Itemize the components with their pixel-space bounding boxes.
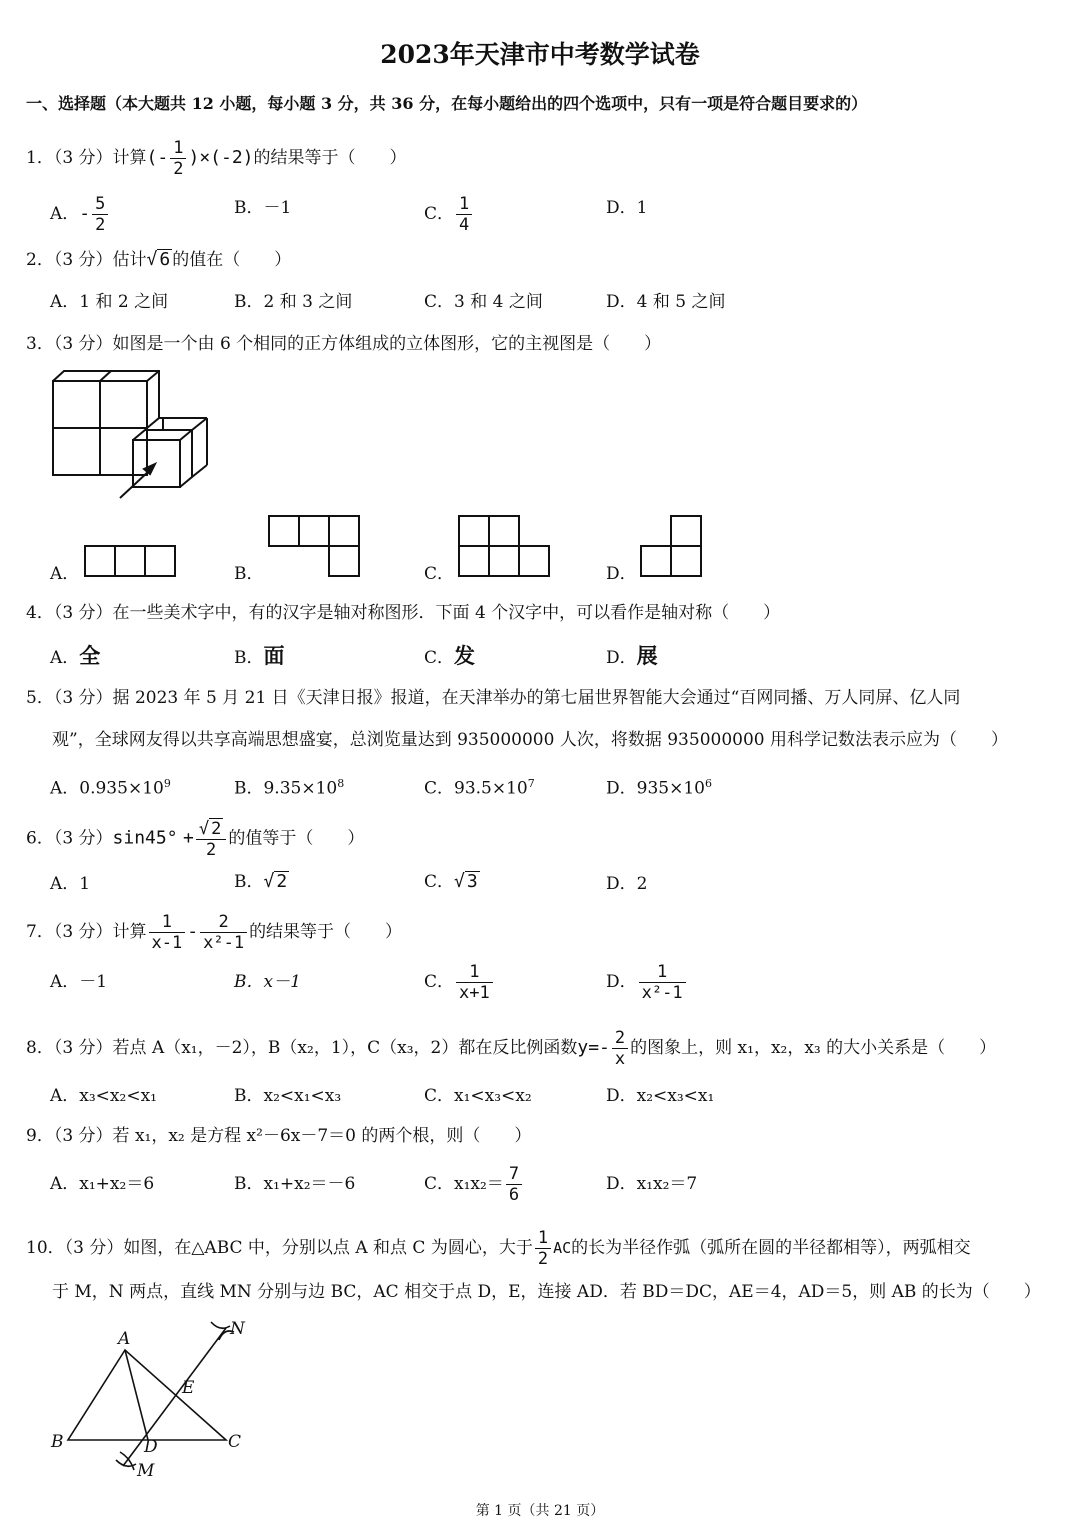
q1-num: 1 <box>170 138 186 159</box>
question-10-line-2: 于 M，N 两点，直线 MN 分别与边 BC，AC 相交于点 D，E，连接 AD．若 BD＝DC，AE＝4，AD＝5，则 AB 的长为（ ） <box>52 1282 1041 1302</box>
q6-plus: + <box>182 827 194 849</box>
q4-option-d[interactable] <box>606 644 658 670</box>
q3-d-view <box>640 515 702 577</box>
q1-stem: 1．（3 分）计算 <box>26 148 147 168</box>
q6-option-d[interactable]: D．2 <box>606 874 648 894</box>
q8-fraction <box>612 1028 628 1069</box>
q5-c-text: C．93.5×10 <box>424 778 528 799</box>
q7-c-frac <box>456 962 493 1003</box>
q6-b-radicand: 2 <box>276 871 288 892</box>
question-3: 3．（3 分）如图是一个由 6 个相同的正方体组成的立体图形，它的主视图是（ ） <box>26 334 662 354</box>
q4-a-label: A． <box>50 648 80 668</box>
question-8 <box>26 1028 996 1069</box>
q7-stem-end: 的结果等于（ ） <box>249 922 403 942</box>
sqrt-icon: √ <box>263 871 275 892</box>
q7-d-num: 1 <box>639 962 686 983</box>
q2-radicand: 6 <box>159 249 171 270</box>
q1-option-a[interactable] <box>50 194 110 235</box>
q9-c-label: C．x₁x₂＝ <box>424 1174 504 1194</box>
q6-c-label: C． <box>424 872 455 892</box>
q3-solid-figure <box>52 370 212 502</box>
q5-d-text: D．935×10 <box>606 778 705 799</box>
arc-mark-n <box>211 1322 230 1328</box>
q4-b-label: B． <box>234 648 264 668</box>
q1-fraction <box>170 138 186 179</box>
question-10-line-1 <box>26 1228 971 1269</box>
label-a: A <box>118 1329 131 1349</box>
q7-option-b[interactable]: B．x－1 <box>234 972 301 992</box>
q1-c-num: 1 <box>456 194 472 215</box>
q7-c-label: C． <box>424 972 455 992</box>
q1-option-d[interactable]: D．1 <box>606 198 648 218</box>
q3-c-view <box>458 515 550 577</box>
q7-f2-num: 2 <box>200 912 247 933</box>
q4-b-char: 面 <box>263 644 285 668</box>
q5-b-text: B．9.35×10 <box>234 778 338 799</box>
q5-d-exp: 6 <box>704 777 712 790</box>
q1-den: 2 <box>173 159 184 179</box>
q1-expr-open: (- <box>146 147 169 168</box>
question-7 <box>26 912 402 953</box>
q6-fraction <box>196 818 227 860</box>
question-5-line-2: 观”，全球网友得以共享高端思想盛宴，总浏览量达到 935000000 人次，将数据 935000000 用科学记数法表示应为（ ） <box>52 730 1008 750</box>
q10-ac: AC <box>553 1239 572 1257</box>
q4-d-char: 展 <box>636 644 658 668</box>
q1-stem-end: 的结果等于（ ） <box>253 148 407 168</box>
q1-a-label: A． <box>50 204 80 224</box>
q8-num: 2 <box>612 1028 628 1049</box>
label-n: N <box>230 1319 245 1339</box>
q5-a-exp: 9 <box>163 777 171 790</box>
q5-option-c[interactable] <box>424 772 535 801</box>
q7-minus: - <box>187 921 199 942</box>
q4-option-c[interactable] <box>424 644 475 670</box>
q6-den: 2 <box>205 840 217 860</box>
q4-option-b[interactable] <box>234 644 285 670</box>
q6-option-b[interactable] <box>234 870 289 894</box>
label-c: C <box>228 1432 242 1452</box>
triangle-abc <box>68 1350 226 1440</box>
q3-a-view <box>84 545 176 577</box>
q9-c-frac <box>506 1164 522 1205</box>
q8-option-b[interactable]: B．x₂<x₁<x₃ <box>234 1086 342 1106</box>
q10-half-num: 1 <box>535 1228 551 1249</box>
q6-sin-expr: sin45° <box>112 827 178 849</box>
label-b: B <box>51 1432 64 1452</box>
page-title: 2023年天津市中考数学试卷 <box>380 40 700 69</box>
q5-a-text: A．0.935×10 <box>50 778 164 799</box>
q10-half-den: 2 <box>537 1249 549 1269</box>
q8-option-c[interactable]: C．x₁<x₃<x₂ <box>424 1086 532 1106</box>
q7-f1-den: x-1 <box>151 933 183 953</box>
q8-option-d[interactable]: D．x₂<x₃<x₁ <box>606 1086 715 1106</box>
q7-fraction-1 <box>149 912 186 953</box>
q5-option-a[interactable] <box>50 772 171 801</box>
question-2 <box>26 248 291 272</box>
q5-c-exp: 7 <box>527 777 535 790</box>
q10-stem: 10．（3 分）如图，在△ABC 中，分别以点 A 和点 C 为圆心，大于 <box>26 1238 533 1258</box>
q7-f1-num: 1 <box>149 912 186 933</box>
q7-stem: 7．（3 分）计算 <box>26 922 147 942</box>
q8-option-a[interactable]: A．x₃<x₂<x₁ <box>50 1086 157 1106</box>
q5-option-b[interactable] <box>234 772 344 801</box>
q10-stem-end: 的长为半径作弧（弧所在圆的半径都相等），两弧相交 <box>571 1238 971 1258</box>
q3-option-b[interactable]: B． <box>234 564 264 584</box>
q4-d-label: D． <box>606 648 637 668</box>
q4-a-char: 全 <box>79 644 101 668</box>
q6-option-a[interactable]: A．1 <box>50 874 91 894</box>
q2-option-c[interactable]: C．3 和 4 之间 <box>424 292 543 312</box>
q4-option-a[interactable] <box>50 644 100 670</box>
q9-c-num: 7 <box>506 1164 522 1185</box>
q6-b-label: B． <box>234 872 264 892</box>
section-heading: 一、选择题（本大题共 12 小题，每小题 3 分，共 36 分，在每小题给出的四个选项中，只有一项是符合题目要求的） <box>26 94 868 113</box>
q1-expr-close: )×(-2) <box>188 147 254 168</box>
q2-stem-end: 的值在（ ） <box>172 250 292 270</box>
q7-fraction-2 <box>200 912 247 953</box>
q9-option-d[interactable]: D．x₁x₂＝7 <box>606 1174 698 1194</box>
q2-option-d[interactable]: D．4 和 5 之间 <box>606 292 726 312</box>
q9-option-b[interactable]: B．x₁+x₂＝－6 <box>234 1174 356 1194</box>
q7-c-num: 1 <box>456 962 493 983</box>
segment-ad <box>125 1350 148 1440</box>
q4-c-char: 发 <box>454 644 476 668</box>
q9-option-a[interactable]: A．x₁+x₂＝6 <box>50 1174 155 1194</box>
q5-option-d[interactable] <box>606 772 712 801</box>
q6-stem: 6．（3 分） <box>26 828 113 849</box>
label-d: D <box>144 1437 158 1457</box>
q7-option-a[interactable]: A．－1 <box>50 972 108 992</box>
q5-b-exp: 8 <box>337 777 345 790</box>
page-footer: 第 1 页（共 21 页） <box>475 1503 605 1519</box>
q2-stem: 2．（3 分）估计 <box>26 250 147 270</box>
q1-a-sign: - <box>79 203 91 224</box>
q1-option-b[interactable]: B．－1 <box>234 198 292 218</box>
line-mn <box>123 1328 226 1466</box>
q1-option-c[interactable] <box>424 194 474 235</box>
question-5-line-1: 5．（3 分）据 2023 年 5 月 21 日《天津日报》报道，在天津举办的第七届世界智能大会通过“百网同播、万人同屏、亿人同 <box>26 688 961 708</box>
q2-option-b[interactable]: B．2 和 3 之间 <box>234 292 353 312</box>
q1-a-den: 2 <box>95 215 106 235</box>
q4-c-label: C． <box>424 648 455 668</box>
q1-c-label: C． <box>424 204 455 224</box>
q3-b-view <box>268 515 360 577</box>
q1-a-frac <box>92 194 108 235</box>
q6-option-c[interactable] <box>424 870 480 894</box>
q7-d-frac <box>639 962 686 1003</box>
q7-d-label: D． <box>606 972 637 992</box>
q3-option-c[interactable]: C． <box>424 564 455 584</box>
label-e: E <box>182 1378 195 1398</box>
q7-option-d[interactable] <box>606 962 688 1003</box>
label-m: M <box>137 1461 155 1481</box>
q7-f2-den: x²-1 <box>203 933 245 953</box>
q8-stem-end: 的图象上，则 x₁，x₂，x₃ 的大小关系是（ ） <box>630 1038 997 1058</box>
sqrt-icon: √ <box>454 871 465 892</box>
q7-option-c[interactable] <box>424 962 495 1003</box>
question-4: 4．（3 分）在一些美术字中，有的汉字是轴对称图形．下面 4 个汉字中，可以看作是轴对称（ ） <box>26 603 781 623</box>
q9-c-den: 6 <box>508 1185 520 1205</box>
q8-fn: y=- <box>577 1037 610 1058</box>
question-1 <box>26 138 407 179</box>
q10-triangle-figure <box>48 1318 248 1481</box>
q8-den: x <box>614 1049 626 1069</box>
q1-c-frac <box>456 194 472 235</box>
q7-d-den: x²-1 <box>641 983 683 1003</box>
question-6 <box>26 818 364 860</box>
question-9: 9．（3 分）若 x₁，x₂ 是方程 x²－6x－7＝0 的两个根，则（ ） <box>26 1126 532 1146</box>
sqrt-icon: √ <box>146 249 158 270</box>
q9-option-c[interactable] <box>424 1164 524 1205</box>
q3-option-a[interactable]: A． <box>50 564 80 584</box>
q6-stem-end: 的值等于（ ） <box>228 828 365 849</box>
q6-c-radicand: 3 <box>466 871 478 892</box>
sqrt-icon: √ <box>198 819 210 839</box>
q6-radicand: 2 <box>211 819 222 839</box>
q10-half <box>535 1228 551 1269</box>
q8-stem: 8．（3 分）若点 A（x₁，－2），B（x₂，1），C（x₃，2）都在反比例函数 <box>26 1038 578 1058</box>
q1-a-num: 5 <box>92 194 108 215</box>
q1-c-den: 4 <box>459 215 470 235</box>
q3-option-d[interactable]: D． <box>606 564 637 584</box>
q7-c-den: x+1 <box>459 983 490 1003</box>
q2-option-a[interactable]: A．1 和 2 之间 <box>50 292 169 312</box>
